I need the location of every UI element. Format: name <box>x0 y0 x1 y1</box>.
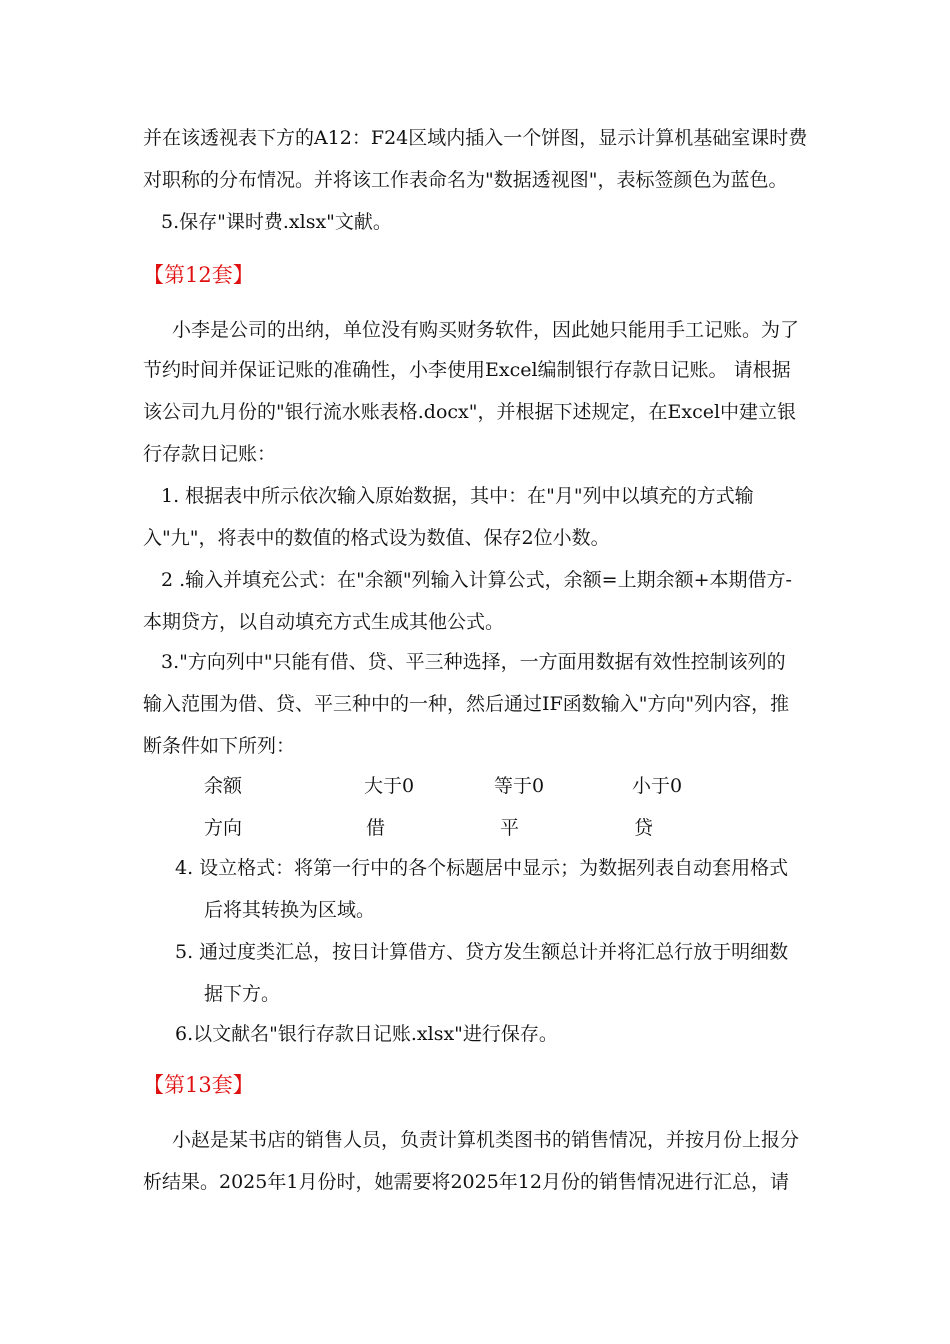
list-item-line: 据下方。 <box>204 983 281 1005</box>
table-cell: 平 <box>500 817 520 839</box>
list-item-line: 输入范围为借、贷、平三种中的一种，然后通过IF函数输入"方向"列内容，推 <box>143 693 790 715</box>
section-heading-set13: 【第13套】 <box>143 1073 254 1097</box>
list-item-line: 5. 通过度类汇总，按日计算借方、贷方发生额总计并将汇总行放于明细数 <box>175 941 789 963</box>
section-heading-set12: 【第12套】 <box>143 263 254 287</box>
paragraph-line: 小李是公司的出纳，单位没有购买财务软件，因此她只能用手工记账。为了 <box>172 319 800 341</box>
table-cell: 借 <box>366 817 386 839</box>
table-cell: 等于0 <box>494 775 545 797</box>
list-item-line: 断条件如下所列： <box>143 735 296 757</box>
table-cell: 余额 <box>204 775 243 797</box>
table-cell: 大于0 <box>364 775 415 797</box>
paragraph-line: 5.保存"课时费.xlsx"文献。 <box>161 211 392 233</box>
table-cell: 小于0 <box>632 775 683 797</box>
table-cell: 方向 <box>204 817 243 839</box>
list-item-line: 6.以文献名"银行存款日记账.xlsx"进行保存。 <box>175 1023 558 1045</box>
paragraph-line: 该公司九月份的"银行流水账表格.docx"，并根据下述规定，在Excel中建立银 <box>143 401 797 423</box>
list-item-line: 1. 根据表中所示依次输入原始数据，其中：在"月"列中以填充的方式输 <box>161 485 754 507</box>
paragraph-line: 对职称的分布情况。并将该工作表命名为"数据透视图"，表标签颜色为蓝色。 <box>143 169 788 191</box>
paragraph-line: 行存款日记账： <box>143 443 277 465</box>
list-item-line: 4. 设立格式：将第一行中的各个标题居中显示；为数据列表自动套用格式 <box>175 857 789 879</box>
list-item-line: 3."方向列中"只能有借、贷、平三种选择，一方面用数据有效性控制该列的 <box>161 651 786 673</box>
list-item-line: 后将其转换为区域。 <box>204 899 376 921</box>
paragraph-line: 并在该透视表下方的A12：F24区域内插入一个饼图，显示计算机基础室课时费 <box>143 127 808 149</box>
list-item-line: 入"九"，将表中的数值的格式设为数值、保存2位小数。 <box>143 527 610 549</box>
paragraph-line: 小赵是某书店的销售人员，负责计算机类图书的销售情况，并按月份上报分 <box>172 1129 800 1151</box>
list-item-line: 本期贷方，以自动填充方式生成其他公式。 <box>143 611 505 633</box>
paragraph-line: 析结果。2025年1月份时，她需要将2025年12月份的销售情况进行汇总，请 <box>143 1171 789 1193</box>
table-cell: 贷 <box>634 817 654 839</box>
paragraph-line: 节约时间并保证记账的准确性，小李使用Excel编制银行存款日记账。 请根据 <box>143 359 791 381</box>
list-item-line: 2 .输入并填充公式：在"余额"列输入计算公式，余额=上期余额+本期借方- <box>161 569 792 591</box>
